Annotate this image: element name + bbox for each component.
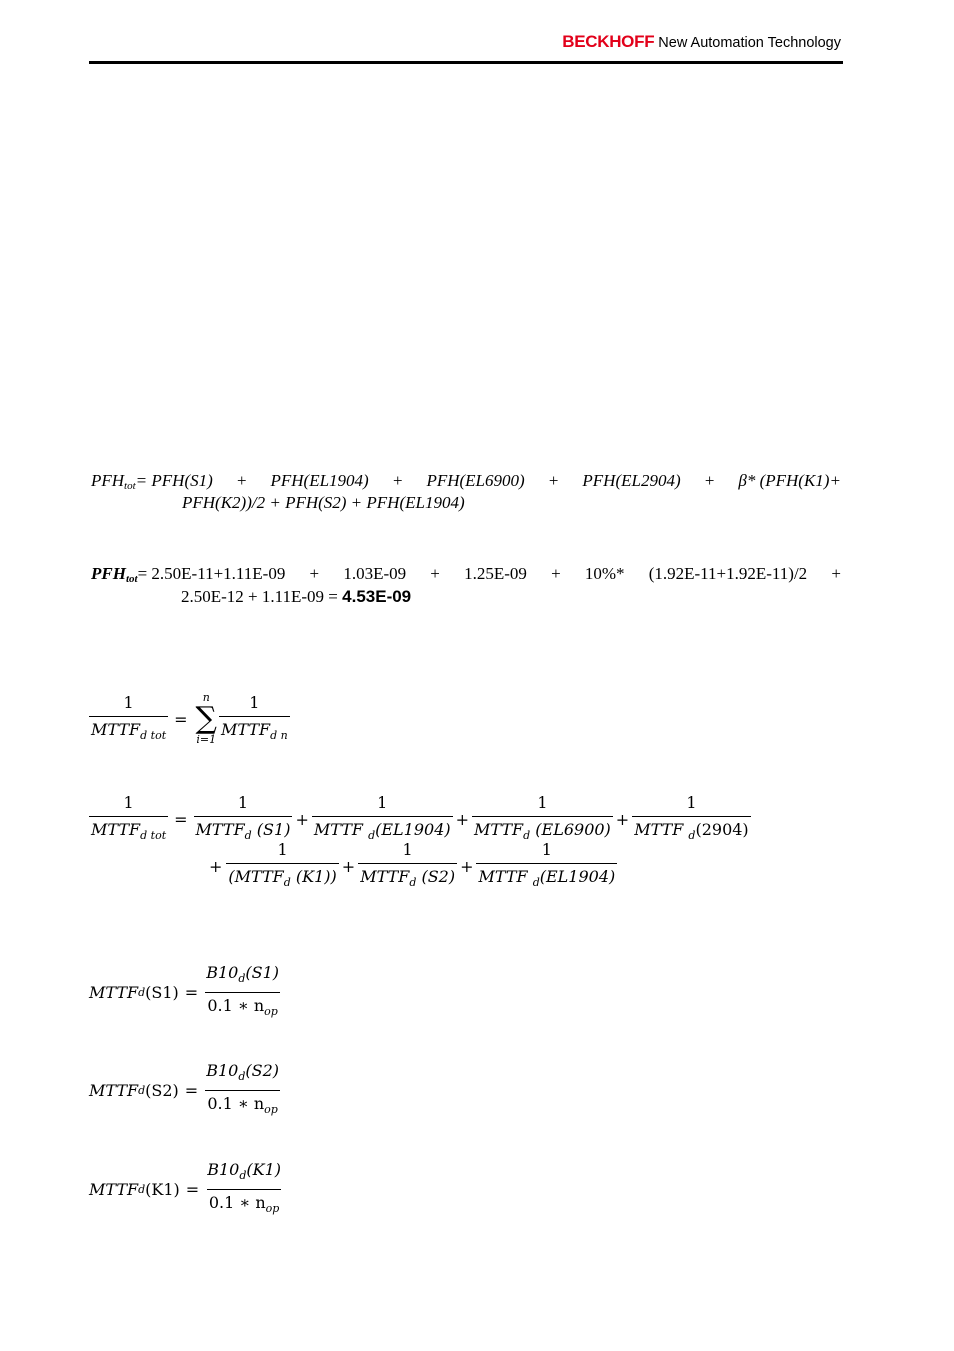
- pfh-value: +: [430, 564, 440, 583]
- pfh-term: PFH(EL2904): [582, 471, 681, 490]
- mttf-def-s2: MTTF d (S2) = $\frac{B10_d(S2)}{0.1 ∗ n_{op}}$: [89, 1061, 281, 1120]
- pfh-values-line-2: 2.50E-12 + 1.11E-09 = 4.53E-09: [181, 587, 412, 606]
- mttf-term-k1: $\frac{1}{(MTTF_d (K1))}$: [226, 840, 338, 893]
- brand-tagline: New Automation Technology: [658, 35, 841, 51]
- mttf-sum-lhs: $\frac{1}{MTTF_{d tot}}$: [89, 693, 168, 746]
- pfh-values-lhs: $PFH_{tot}= 2.50E-11+1.11E-09$: [91, 564, 286, 585]
- mttf-term-s2: $\frac{1}{MTTF_d (S2)}$: [358, 840, 457, 893]
- mttf-def-s1: MTTF d (S1) = $\frac{B10_d(S1)}{0.1 ∗ n_{op}}$: [89, 963, 281, 1022]
- pfh-term: +: [547, 471, 560, 490]
- mttf-term-el6900: $\frac{1}{MTTF_d (EL6900)}$: [472, 793, 613, 846]
- pfh-term: +: [391, 471, 404, 490]
- mttf-term-s1: $\frac{1}{MTTF_d (S1)}$: [194, 793, 293, 846]
- mttf-expansion-lhs: $\frac{1}{MTTF_{d tot}}$: [89, 793, 168, 846]
- pfh-value: 10%*: [584, 564, 625, 583]
- pfh-value: +: [309, 564, 320, 583]
- mttf-term-el1904: $\frac{1}{MTTF _d(EL1904)}$: [312, 793, 453, 846]
- mttf-term-2904: $\frac{1}{MTTF _d(2904)}$: [632, 793, 750, 846]
- mttf-term-el1904-2: $\frac{1}{MTTF _d(EL1904)}$: [476, 840, 617, 893]
- pfh-value: +: [551, 564, 561, 583]
- header-rule: [89, 61, 843, 64]
- pfh-value: 1.25E-09: [464, 564, 527, 583]
- pfh-total-result: 4.53E-09: [342, 587, 412, 606]
- pfh-term: +: [235, 471, 248, 490]
- pfh-term: +: [703, 471, 716, 490]
- pfh-value: (1.92E-11+1.92E-11)/2: [648, 564, 808, 583]
- mttf-expansion-row-2: + $\frac{1}{(MTTF_d (K1))}$ + $\frac{1}{MTTF_d (S2)}$ + $\frac{1}{MTTF _d(EL1904)}$: [205, 840, 751, 893]
- pfh-term: PFH(EL1904): [270, 471, 369, 490]
- pfh-lhs: $PFH_{tot}= PFH(S1)$: [91, 471, 213, 492]
- mttf-expansion-row-1: $\frac{1}{MTTF_{d tot}}$ = $\frac{1}{MTTF_d (S1)}$ + $\frac{1}{MTTF _d(EL1904)}$ + $\frac{1}{MTTF_d (EL6900)}$ + $\frac{1}{MTTF _d(2904)}$: [89, 793, 751, 846]
- brand-block: [562, 32, 841, 52]
- page-header: [89, 28, 843, 64]
- summation-symbol: n ∑ i=1: [195, 691, 217, 746]
- mttf-expansion: [89, 793, 751, 893]
- pfh-term: PFH(EL6900): [426, 471, 525, 490]
- pfh-value: 1.03E-09: [343, 564, 407, 583]
- pfh-formula-line-2: PFH(K2))/2 + PFH(S2) + PFH(EL1904): [182, 493, 465, 512]
- pfh-value: +: [831, 564, 841, 583]
- mttf-def-k1: MTTF d (K1) = $\frac{B10_d(K1)}{0.1 ∗ n_{op}}$: [89, 1160, 283, 1219]
- mttf-sum-formula: $\frac{1}{MTTF_{d tot}}$ = n ∑ i=1 $\frac{1}{MTTF_{d n}}$: [91, 691, 288, 746]
- beckhoff-logo: BECKHOFF: [562, 32, 655, 51]
- pfh-term: β* (PFH(K1)+: [738, 471, 841, 490]
- mttf-sum-rhs: $\frac{1}{MTTF_{d n}}$: [219, 693, 290, 746]
